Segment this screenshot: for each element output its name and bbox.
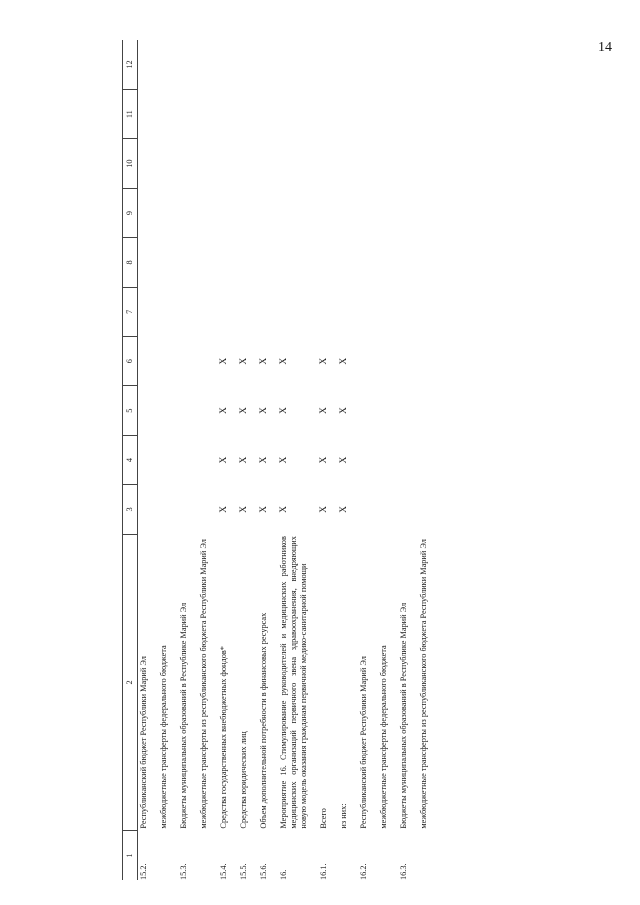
mark-cell bbox=[318, 139, 338, 188]
mark-cell bbox=[158, 139, 178, 188]
mark-cell bbox=[158, 238, 178, 287]
mark-cell: X bbox=[339, 505, 349, 513]
mark-cell: X bbox=[279, 456, 289, 464]
mark-cell bbox=[138, 89, 159, 138]
row-number: 16. bbox=[279, 869, 288, 880]
mark-cell bbox=[338, 89, 358, 138]
mark-cell bbox=[398, 40, 418, 89]
table-row bbox=[318, 40, 338, 880]
mark-cell bbox=[398, 287, 418, 336]
table-row bbox=[178, 40, 198, 880]
mark-cell bbox=[158, 337, 178, 386]
mark-cell bbox=[318, 40, 338, 89]
mark-cell bbox=[378, 386, 398, 435]
mark-cell bbox=[178, 188, 198, 237]
mark-cell bbox=[258, 188, 278, 237]
mark-cell bbox=[418, 188, 438, 237]
mark-cell bbox=[358, 337, 378, 386]
table-row bbox=[238, 40, 258, 880]
header-cell-3: 3 bbox=[123, 485, 138, 534]
row-number: 15.2. bbox=[139, 863, 148, 880]
row-name: межбюджетные трансферты федерального бюджета bbox=[159, 645, 168, 829]
mark-cell bbox=[338, 188, 358, 237]
mark-cell bbox=[358, 89, 378, 138]
row-name: Объем дополнительной потребности в финансовых ресурсах bbox=[259, 612, 268, 829]
mark-cell bbox=[198, 287, 218, 336]
row-name: Мероприятие 16. Стимулирование руководителей и медицинских работников медицинских организаций первичного звена здравоохранения, внедряющих новую модель оказания гражданам первичной медико-санитарной помощи bbox=[279, 536, 308, 829]
mark-cell bbox=[418, 89, 438, 138]
table-row bbox=[198, 40, 218, 880]
table-row bbox=[378, 40, 398, 880]
mark-cell bbox=[378, 188, 398, 237]
row-name: Бюджеты муниципальных образований в Республике Марий Эл bbox=[399, 602, 408, 829]
header-cell-6: 6 bbox=[123, 337, 138, 386]
row-name: Всего bbox=[319, 808, 328, 829]
row-name: Республиканский бюджет Республики Марий Эл bbox=[139, 656, 148, 829]
mark-cell bbox=[378, 337, 398, 386]
mark-cell bbox=[278, 40, 318, 89]
mark-cell: X bbox=[219, 357, 229, 365]
mark-cell bbox=[218, 40, 238, 89]
row-name: межбюджетные трансферты из республиканского бюджета Республики Марий Эл bbox=[419, 539, 428, 829]
mark-cell bbox=[398, 89, 418, 138]
row-name: Средства юридических лиц bbox=[239, 731, 248, 829]
mark-cell: X bbox=[319, 505, 329, 513]
mark-cell bbox=[418, 386, 438, 435]
mark-cell bbox=[318, 89, 338, 138]
mark-cell bbox=[398, 386, 418, 435]
mark-cell bbox=[378, 238, 398, 287]
mark-cell bbox=[418, 435, 438, 484]
mark-cell bbox=[178, 435, 198, 484]
mark-cell: X bbox=[279, 407, 289, 415]
mark-cell bbox=[358, 188, 378, 237]
mark-cell: X bbox=[319, 357, 329, 365]
mark-cell bbox=[378, 139, 398, 188]
mark-cell bbox=[138, 238, 159, 287]
mark-cell bbox=[158, 435, 178, 484]
mark-cell: X bbox=[259, 407, 269, 415]
mark-cell bbox=[338, 40, 358, 89]
mark-cell bbox=[138, 337, 159, 386]
header-cell-12: 12 bbox=[123, 40, 138, 89]
table-row bbox=[398, 40, 418, 880]
mark-cell bbox=[198, 89, 218, 138]
mark-cell bbox=[378, 485, 398, 534]
table-row bbox=[278, 40, 318, 880]
mark-cell bbox=[338, 238, 358, 287]
mark-cell bbox=[178, 89, 198, 138]
mark-cell bbox=[158, 287, 178, 336]
mark-cell bbox=[378, 89, 398, 138]
mark-cell bbox=[198, 238, 218, 287]
mark-cell bbox=[158, 485, 178, 534]
mark-cell bbox=[358, 386, 378, 435]
mark-cell bbox=[178, 485, 198, 534]
row-name: межбюджетные трансферты из республиканского бюджета Республики Марий Эл bbox=[199, 539, 208, 829]
mark-cell bbox=[378, 435, 398, 484]
mark-cell: X bbox=[239, 407, 249, 415]
mark-cell bbox=[138, 188, 159, 237]
mark-cell bbox=[178, 337, 198, 386]
mark-cell bbox=[198, 485, 218, 534]
row-number bbox=[338, 831, 358, 880]
mark-cell bbox=[238, 139, 258, 188]
mark-cell bbox=[238, 238, 258, 287]
mark-cell bbox=[198, 337, 218, 386]
mark-cell bbox=[238, 188, 258, 237]
header-cell-7: 7 bbox=[123, 287, 138, 336]
mark-cell bbox=[358, 287, 378, 336]
table-row bbox=[358, 40, 378, 880]
mark-cell bbox=[358, 40, 378, 89]
mark-cell bbox=[378, 40, 398, 89]
mark-cell bbox=[138, 40, 159, 89]
mark-cell bbox=[398, 485, 418, 534]
mark-cell bbox=[378, 287, 398, 336]
row-number bbox=[158, 831, 178, 880]
table-row bbox=[258, 40, 278, 880]
row-number: 16.1. bbox=[319, 863, 328, 880]
mark-cell bbox=[158, 188, 178, 237]
mark-cell bbox=[338, 139, 358, 188]
mark-cell bbox=[278, 139, 318, 188]
mark-cell bbox=[278, 89, 318, 138]
mark-cell bbox=[418, 485, 438, 534]
mark-cell bbox=[218, 89, 238, 138]
mark-cell: X bbox=[279, 505, 289, 513]
header-cell-10: 10 bbox=[123, 139, 138, 188]
mark-cell: X bbox=[219, 407, 229, 415]
mark-cell bbox=[198, 188, 218, 237]
row-number: 16.3. bbox=[399, 863, 408, 880]
mark-cell bbox=[178, 40, 198, 89]
row-name: Бюджеты муниципальных образований в Республике Марий Эл bbox=[179, 602, 188, 829]
table-row bbox=[418, 40, 438, 880]
mark-cell: X bbox=[219, 456, 229, 464]
mark-cell bbox=[178, 238, 198, 287]
mark-cell bbox=[318, 188, 338, 237]
row-number: 16.2. bbox=[359, 863, 368, 880]
table-row bbox=[158, 40, 178, 880]
mark-cell bbox=[198, 40, 218, 89]
mark-cell bbox=[258, 40, 278, 89]
mark-cell bbox=[358, 435, 378, 484]
mark-cell: X bbox=[319, 456, 329, 464]
mark-cell bbox=[398, 139, 418, 188]
mark-cell: X bbox=[319, 407, 329, 415]
mark-cell bbox=[318, 287, 338, 336]
header-cell-2: 2 bbox=[123, 534, 138, 830]
mark-cell bbox=[358, 485, 378, 534]
mark-cell bbox=[158, 386, 178, 435]
row-name: Средства государственных внебюджетных фондов* bbox=[219, 646, 228, 829]
row-number bbox=[418, 831, 438, 880]
row-name: межбюджетные трансферты федерального бюджета bbox=[379, 645, 388, 829]
mark-cell bbox=[418, 337, 438, 386]
mark-cell bbox=[358, 139, 378, 188]
table-row bbox=[338, 40, 358, 880]
mark-cell bbox=[318, 238, 338, 287]
mark-cell: X bbox=[339, 357, 349, 365]
mark-cell bbox=[418, 287, 438, 336]
header-cell-8: 8 bbox=[123, 238, 138, 287]
mark-cell bbox=[418, 139, 438, 188]
header-cell-1: 1 bbox=[123, 831, 138, 880]
table-row bbox=[218, 40, 238, 880]
mark-cell: X bbox=[259, 357, 269, 365]
mark-cell: X bbox=[339, 456, 349, 464]
mark-cell bbox=[418, 40, 438, 89]
header-cell-5: 5 bbox=[123, 386, 138, 435]
mark-cell: X bbox=[339, 407, 349, 415]
budget-table bbox=[122, 40, 438, 880]
mark-cell bbox=[138, 386, 159, 435]
mark-cell bbox=[258, 287, 278, 336]
mark-cell bbox=[198, 386, 218, 435]
mark-cell bbox=[218, 287, 238, 336]
mark-cell bbox=[138, 485, 159, 534]
mark-cell bbox=[198, 435, 218, 484]
table-row bbox=[138, 40, 159, 880]
mark-cell bbox=[258, 238, 278, 287]
mark-cell bbox=[138, 287, 159, 336]
mark-cell bbox=[398, 435, 418, 484]
mark-cell: X bbox=[219, 505, 229, 513]
row-name: из них: bbox=[339, 803, 348, 829]
row-number bbox=[378, 831, 398, 880]
mark-cell bbox=[138, 435, 159, 484]
row-number: 15.5. bbox=[239, 863, 248, 880]
mark-cell bbox=[338, 287, 358, 336]
mark-cell bbox=[258, 139, 278, 188]
row-name: Республиканский бюджет Республики Марий Эл bbox=[359, 656, 368, 829]
mark-cell bbox=[398, 188, 418, 237]
page-number: 14 bbox=[598, 40, 612, 55]
mark-cell bbox=[238, 89, 258, 138]
mark-cell bbox=[418, 238, 438, 287]
mark-cell: X bbox=[279, 357, 289, 365]
mark-cell bbox=[278, 188, 318, 237]
header-cell-9: 9 bbox=[123, 188, 138, 237]
mark-cell bbox=[158, 89, 178, 138]
mark-cell bbox=[238, 287, 258, 336]
mark-cell bbox=[258, 89, 278, 138]
mark-cell bbox=[218, 139, 238, 188]
rotated-table-container bbox=[122, 40, 592, 880]
mark-cell bbox=[398, 238, 418, 287]
mark-cell bbox=[278, 287, 318, 336]
mark-cell: X bbox=[259, 456, 269, 464]
mark-cell bbox=[358, 238, 378, 287]
mark-cell bbox=[178, 139, 198, 188]
mark-cell bbox=[218, 238, 238, 287]
mark-cell bbox=[138, 139, 159, 188]
row-number: 15.6. bbox=[259, 863, 268, 880]
mark-cell bbox=[218, 188, 238, 237]
mark-cell: X bbox=[239, 505, 249, 513]
table-header-row bbox=[123, 40, 138, 880]
row-number: 15.4. bbox=[219, 863, 228, 880]
mark-cell bbox=[278, 238, 318, 287]
row-number: 15.3. bbox=[179, 863, 188, 880]
row-number bbox=[198, 831, 218, 880]
mark-cell bbox=[178, 287, 198, 336]
header-cell-11: 11 bbox=[123, 89, 138, 138]
mark-cell: X bbox=[239, 456, 249, 464]
mark-cell: X bbox=[259, 505, 269, 513]
mark-cell bbox=[198, 139, 218, 188]
header-cell-4: 4 bbox=[123, 435, 138, 484]
mark-cell bbox=[398, 337, 418, 386]
mark-cell bbox=[158, 40, 178, 89]
mark-cell: X bbox=[239, 357, 249, 365]
mark-cell bbox=[238, 40, 258, 89]
mark-cell bbox=[178, 386, 198, 435]
